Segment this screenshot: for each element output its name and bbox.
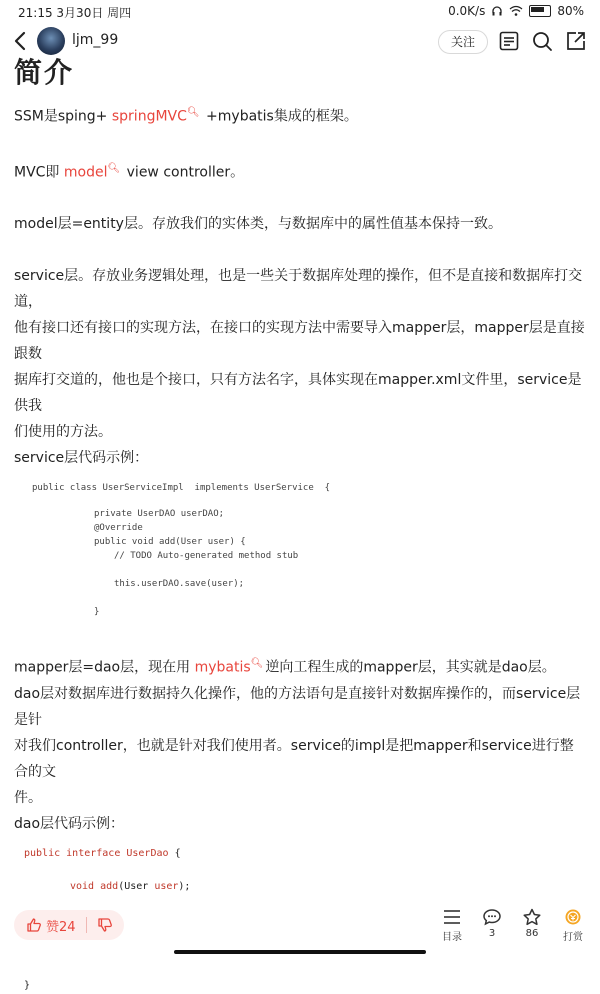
search-icon[interactable] [531, 30, 553, 52]
code-line: public void add(User user) { [94, 537, 246, 548]
service-code-block [32, 481, 586, 641]
network-speed: 0.0K/s [448, 4, 486, 18]
code-brace: } [24, 979, 31, 991]
paragraph-model: model层=entity层。存放我们的实体类，与数据库中的属性值基本保持一致。 [14, 216, 502, 233]
status-clock: 21:15 [18, 6, 53, 20]
text-line: 们使用的方法。 [14, 424, 112, 441]
text-line: 对我们controller，也就是针对我们使用者。service的impl是把mapper和service进行整合的文 [14, 737, 574, 780]
code-line: public class UserServiceImpl implements UserService { [32, 483, 331, 494]
share-icon[interactable] [565, 30, 587, 52]
text: +mybatis集成的框架。 [201, 108, 358, 125]
code-line [24, 977, 586, 994]
text-line: 他有接口还有接口的实现方法，在接口的实现方法中需要导入mapper层，mapper层是直接跟数 [14, 320, 585, 363]
thumbs-up-icon [26, 917, 42, 933]
text: mapper层=dao层，现在用 [14, 659, 195, 676]
service-code-heading: service层代码示例： [14, 450, 149, 467]
comment-count: 3 [488, 928, 496, 939]
code-keyword: interface [66, 847, 121, 859]
status-time [18, 4, 131, 21]
avatar[interactable] [37, 27, 65, 55]
paragraph-service [14, 263, 586, 445]
status-date: 3月30日 [56, 6, 104, 20]
follow-button[interactable]: 关注 [438, 30, 488, 54]
text: MVC即 [14, 164, 64, 181]
like-button[interactable] [14, 916, 76, 935]
thumbs-down-icon [97, 917, 113, 933]
text: 逆向工程生成的mapper层，其实就是dao层。 [265, 659, 556, 676]
wifi-icon [509, 5, 523, 17]
paragraph-mvc [14, 156, 586, 186]
top-bar [0, 26, 600, 58]
code-line [24, 878, 586, 895]
back-arrow-icon[interactable] [10, 28, 32, 54]
code-line: this.userDAO.save(user); [114, 579, 245, 590]
paragraph-mapper [14, 651, 586, 681]
dislike-button[interactable] [97, 917, 113, 933]
search-icon[interactable]: 🔍︎ [186, 107, 200, 118]
code-brace: { [174, 847, 181, 859]
list-icon [442, 908, 462, 926]
code-keyword: void [70, 880, 95, 892]
headphone-icon [491, 5, 503, 17]
status-right [448, 4, 584, 18]
code-line [24, 845, 586, 862]
text: SSM是sping+ [14, 108, 112, 125]
code-text: ); [178, 880, 191, 892]
comment-button[interactable] [472, 908, 512, 939]
code-line: @Override [94, 523, 143, 534]
star-icon [522, 908, 542, 926]
battery-level: 80% [557, 4, 584, 18]
comment-icon [482, 908, 502, 926]
battery-icon [529, 5, 551, 17]
article-list-icon[interactable] [498, 30, 520, 52]
like-dislike-pill [14, 910, 124, 940]
dao-code-heading: dao层代码示例： [14, 815, 125, 832]
status-bar [0, 0, 600, 24]
toc-label: 目录 [442, 932, 462, 943]
keyword-link-springmvc[interactable]: springMVC [111, 108, 187, 125]
text-line: service层。存放业务逻辑处理，也是一些关于数据库处理的操作，但不是直接和数据库打交道， [14, 268, 583, 311]
text-line: 据库打交道的，他也是个接口，只有方法名字，具体实现在mapper.xml文件里，service是供我 [14, 372, 582, 415]
keyword-link-mybatis[interactable]: mybatis [194, 659, 251, 676]
code-line: } [94, 607, 100, 618]
search-icon[interactable]: 🔍︎ [250, 658, 264, 670]
code-function: add [100, 880, 119, 892]
favorite-button[interactable] [512, 908, 552, 939]
text: view controller。 [122, 164, 245, 181]
text-line: dao层对数据库进行数据持久化操作，他的方法语句是直接针对数据库操作的，而service层是针 [14, 685, 581, 728]
text-line: 件。 [14, 789, 42, 806]
favorite-count: 86 [525, 928, 539, 939]
status-weekday: 周四 [107, 6, 132, 20]
coin-icon [563, 908, 583, 926]
home-indicator[interactable] [174, 950, 426, 954]
article-content [14, 56, 586, 994]
code-line: // TODO Auto-generated method stub [114, 551, 299, 562]
paragraph-dao [14, 681, 586, 811]
reward-button[interactable] [553, 908, 593, 943]
like-count: 赞24 [46, 919, 76, 935]
code-variable: user [154, 880, 179, 892]
article-title: 简介 [14, 56, 75, 89]
code-text: (User [118, 880, 155, 892]
search-icon[interactable]: 🔍︎ [107, 162, 121, 174]
code-class-name: UserDao [126, 847, 169, 859]
author-name[interactable]: ljm_99 [72, 32, 119, 48]
code-line: private UserDAO userDAO; [94, 509, 225, 520]
reward-label: 打赏 [563, 932, 583, 943]
toc-button[interactable] [432, 908, 472, 943]
code-keyword: public [24, 847, 61, 859]
paragraph-ssm [14, 100, 586, 130]
divider [86, 917, 87, 933]
keyword-link-model[interactable]: model [63, 164, 108, 181]
